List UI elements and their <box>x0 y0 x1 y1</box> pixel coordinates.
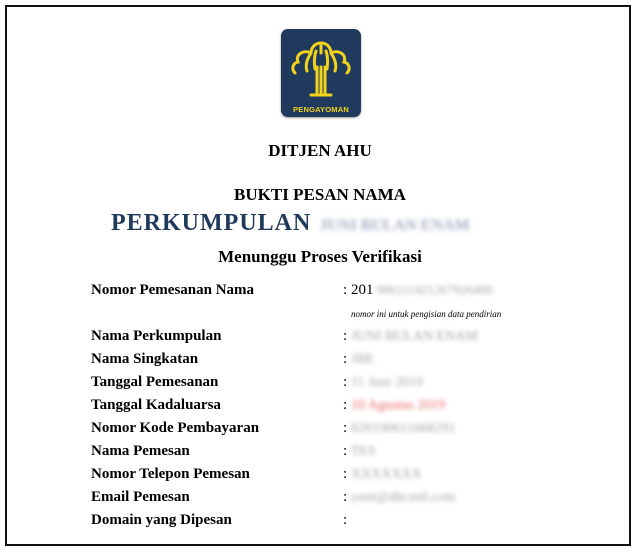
organization-name <box>111 210 470 237</box>
field-label-email-pemesan: Email Pemesan <box>91 489 190 505</box>
field-colon: : <box>343 374 348 390</box>
document-title: BUKTI PESAN NAMA <box>234 185 406 204</box>
field-value-tanggal-pemesanan: 11 Juni 2019 <box>351 375 423 390</box>
field-colon: : <box>343 420 348 436</box>
field-colon: : <box>343 512 348 528</box>
org-name-redacted: JUNI BULAN ENAM <box>319 217 470 234</box>
field-value-tanggal-kadaluarsa: 10 Agustus 2019 <box>351 398 446 413</box>
field-label-tanggal-pemesanan: Tanggal Pemesanan <box>91 374 219 390</box>
status-text: Menunggu Proses Verifikasi <box>218 247 422 266</box>
logo-caption: PENGAYOMAN <box>293 105 349 114</box>
field-value-kode-pembayaran: 820190611668291 <box>351 421 456 436</box>
field-value-nomor-pemesanan: 201 906111421267926400 <box>351 282 493 298</box>
pengayoman-tree-icon <box>281 29 361 105</box>
field-value-nama-singkatan: JBE <box>351 352 375 367</box>
document-frame <box>5 5 631 546</box>
field-colon: : <box>343 489 348 505</box>
pengayoman-logo <box>281 29 361 117</box>
field-colon: : <box>343 466 348 482</box>
field-label-nama-perkumpulan: Nama Perkumpulan <box>91 328 222 344</box>
field-label-nama-pemesan: Nama Pemesan <box>91 443 190 459</box>
field-colon: : <box>343 282 348 298</box>
field-label-domain: Domain yang Dipesan <box>91 512 232 528</box>
field-value-nama-perkumpulan: JUNI BULAN ENAM <box>351 329 478 344</box>
field-value-redacted: 906111421267926400 <box>376 282 493 297</box>
field-note: nomor ini untuk pengisian data pendirian <box>351 309 502 319</box>
field-colon: : <box>343 443 348 459</box>
field-value-nama-pemesan: TES <box>351 444 376 459</box>
field-value-telepon-pemesan: XXXXXXX <box>351 467 422 482</box>
field-colon: : <box>343 328 348 344</box>
field-label-nomor-pemesanan: Nomor Pemesanan Nama <box>91 282 255 298</box>
field-colon: : <box>343 351 348 367</box>
field-label-kode-pembayaran: Nomor Kode Pembayaran <box>91 420 260 436</box>
agency-heading: DITJEN AHU <box>268 141 372 160</box>
field-label-tanggal-kadaluarsa: Tanggal Kadaluarsa <box>91 397 221 413</box>
field-value-email-pemesan: yunt@dhcmtl.com <box>351 490 456 505</box>
field-colon: : <box>343 397 348 413</box>
field-label-nama-singkatan: Nama Singkatan <box>91 351 199 367</box>
field-label-telepon-pemesan: Nomor Telepon Pemesan <box>91 466 250 482</box>
org-label: PERKUMPULAN <box>111 210 312 236</box>
